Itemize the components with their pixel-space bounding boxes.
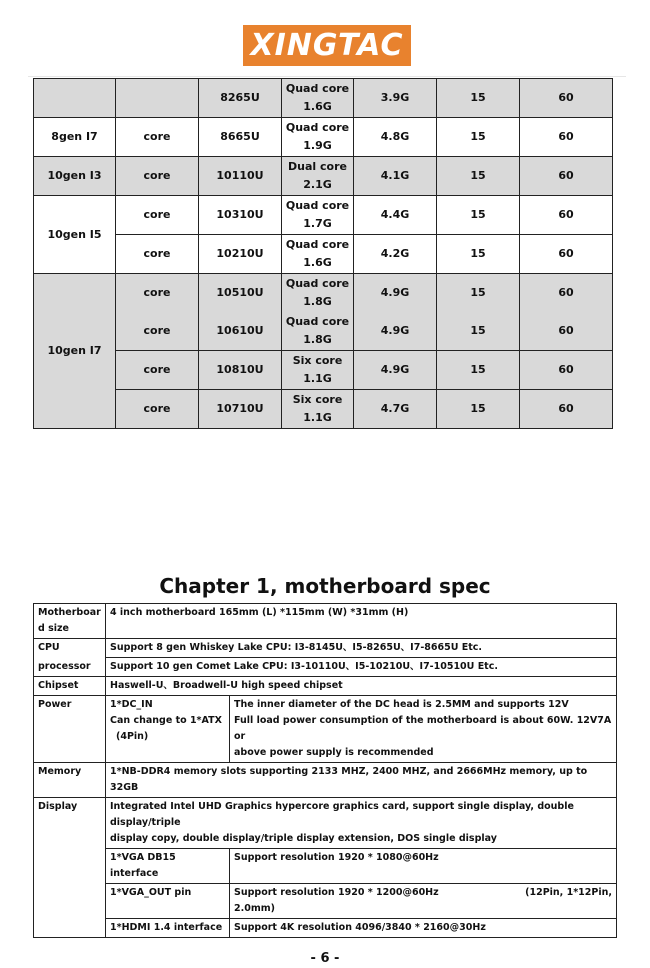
spec-row-display-port — [34, 919, 617, 938]
cpu-model: 10310U — [199, 196, 282, 235]
spec-row-memory — [34, 763, 617, 798]
spec-row-power — [34, 696, 617, 763]
cpu-cores: Quad core 1.8G — [282, 274, 354, 313]
spec-value: 1*NB-DDR4 memory slots supporting 2133 MHZ, 2400 MHZ, and 2666MHz memory, up to 32GB — [106, 763, 617, 798]
port-name: 1*VGA DB15 interface — [106, 849, 230, 884]
spec-row-size — [34, 604, 617, 639]
cpu-tj: 60 — [520, 157, 613, 196]
cpu-cores: Six core 1.1G — [282, 351, 354, 390]
cpu-type: core — [116, 274, 199, 313]
cpu-cores: Quad core 1.7G — [282, 196, 354, 235]
cpu-tdp: 15 — [437, 196, 520, 235]
cpu-family — [34, 79, 116, 118]
xingtac-logo — [243, 25, 411, 66]
cpu-cores: Quad core 1.6G — [282, 79, 354, 118]
cpu-tj: 60 — [520, 79, 613, 118]
cpu-model: 10110U — [199, 157, 282, 196]
cpu-turbo: 4.2G — [354, 235, 437, 274]
cpu-tj: 60 — [520, 390, 613, 429]
cpu-tj: 60 — [520, 196, 613, 235]
cpu-turbo: 4.9G — [354, 351, 437, 390]
spec-label: Power — [34, 696, 106, 763]
spec-row-display-port — [34, 849, 617, 884]
cpu-cores: Quad core 1.8G — [282, 312, 354, 351]
cpu-turbo: 4.9G — [354, 274, 437, 313]
cpu-tj: 60 — [520, 274, 613, 313]
cpu-tdp: 15 — [437, 79, 520, 118]
cpu-model: 10210U — [199, 235, 282, 274]
spec-label: Motherboar d size — [34, 604, 106, 639]
cpu-tj: 60 — [520, 312, 613, 351]
spec-row-display-port — [34, 884, 617, 919]
cpu-tdp: 15 — [437, 235, 520, 274]
cpu-tdp: 15 — [437, 118, 520, 157]
spec-value: 4 inch motherboard 165mm (L) *115mm (W) *31mm (H) — [106, 604, 617, 639]
cpu-family: 10gen I7 — [34, 274, 116, 429]
cpu-type: core — [116, 118, 199, 157]
spec-value: Integrated Intel UHD Graphics hypercore graphics card, support single display, double display/triple display copy, double display/triple display extension, DOS single display — [106, 798, 617, 849]
cpu-turbo: 4.1G — [354, 157, 437, 196]
spec-label: Display — [34, 798, 106, 938]
cpu-type: core — [116, 312, 199, 351]
cpu-model: 8665U — [199, 118, 282, 157]
spec-value: Support 8 gen Whiskey Lake CPU: I3-8145U、I5-8265U、I7-8665U Etc. — [106, 639, 617, 658]
spec-value: Haswell-U、Broadwell-U high speed chipset — [106, 677, 617, 696]
spec-label: Memory — [34, 763, 106, 798]
chapter-title: Chapter 1, motherboard spec — [159, 574, 491, 598]
cpu-type: core — [116, 390, 199, 429]
table-row — [34, 79, 613, 118]
spec-row-cpu — [34, 639, 617, 658]
port-value: Support 4K resolution 4096/3840 * 2160@30Hz — [230, 919, 617, 938]
cpu-cores: Six core 1.1G — [282, 390, 354, 429]
spec-table — [33, 603, 617, 938]
table-row — [34, 118, 613, 157]
cpu-tdp: 15 — [437, 274, 520, 313]
cpu-cores: Quad core 1.9G — [282, 118, 354, 157]
cpu-type: core — [116, 196, 199, 235]
cpu-tj: 60 — [520, 118, 613, 157]
cpu-cores: Dual core 2.1G — [282, 157, 354, 196]
cpu-model: 10510U — [199, 274, 282, 313]
cpu-turbo: 4.9G — [354, 312, 437, 351]
cpu-table — [33, 78, 613, 429]
cpu-tdp: 15 — [437, 390, 520, 429]
cpu-model: 10610U — [199, 312, 282, 351]
spec-row-chipset — [34, 677, 617, 696]
cpu-model: 10710U — [199, 390, 282, 429]
spec-sub-label: 1*DC_IN Can change to 1*ATX (4Pin) — [106, 696, 230, 763]
cpu-family: 10gen I3 — [34, 157, 116, 196]
cpu-tdp: 15 — [437, 312, 520, 351]
cpu-type: core — [116, 157, 199, 196]
spec-row-cpu-2 — [34, 658, 617, 677]
spec-row-display — [34, 798, 617, 849]
spec-label: CPU — [34, 639, 106, 658]
header-divider — [28, 76, 626, 77]
cpu-tdp: 15 — [437, 351, 520, 390]
cpu-family: 8gen I7 — [34, 118, 116, 157]
cpu-turbo: 4.7G — [354, 390, 437, 429]
spec-value: Support 10 gen Comet Lake CPU: I3-10110U、I5-10210U、I7-10510U Etc. — [106, 658, 617, 677]
cpu-turbo: 3.9G — [354, 79, 437, 118]
cpu-model: 8265U — [199, 79, 282, 118]
port-name: 1*HDMI 1.4 interface — [106, 919, 230, 938]
port-value: Support resolution 1920 * 1200@60Hz (12Pin, 1*12Pin, 2.0mm) — [230, 884, 617, 919]
cpu-type: core — [116, 235, 199, 274]
table-row — [34, 235, 613, 274]
cpu-turbo: 4.4G — [354, 196, 437, 235]
cpu-family: 10gen I5 — [34, 196, 116, 274]
cpu-type — [116, 79, 199, 118]
spec-value: The inner diameter of the DC head is 2.5MM and supports 12V Full load power consumption of the motherboard is about 60W. 12V7A or above power supply is recommended — [230, 696, 617, 763]
table-row — [34, 196, 613, 235]
cpu-type: core — [116, 351, 199, 390]
table-row — [34, 390, 613, 429]
spec-section — [0, 572, 650, 968]
table-row — [34, 312, 613, 351]
port-name: 1*VGA_OUT pin — [106, 884, 230, 919]
table-row — [34, 274, 613, 313]
page-number: - 6 - — [310, 951, 340, 966]
spec-label: Chipset — [34, 677, 106, 696]
cpu-model: 10810U — [199, 351, 282, 390]
logo-text: XINGTAC — [250, 28, 404, 63]
cpu-tj: 60 — [520, 235, 613, 274]
cpu-tdp: 15 — [437, 157, 520, 196]
cpu-cores: Quad core 1.6G — [282, 235, 354, 274]
cpu-tj: 60 — [520, 351, 613, 390]
port-value: Support resolution 1920 * 1080@60Hz — [230, 849, 617, 884]
cpu-turbo: 4.8G — [354, 118, 437, 157]
table-row — [34, 351, 613, 390]
table-row — [34, 157, 613, 196]
spec-label: processor — [34, 658, 106, 677]
